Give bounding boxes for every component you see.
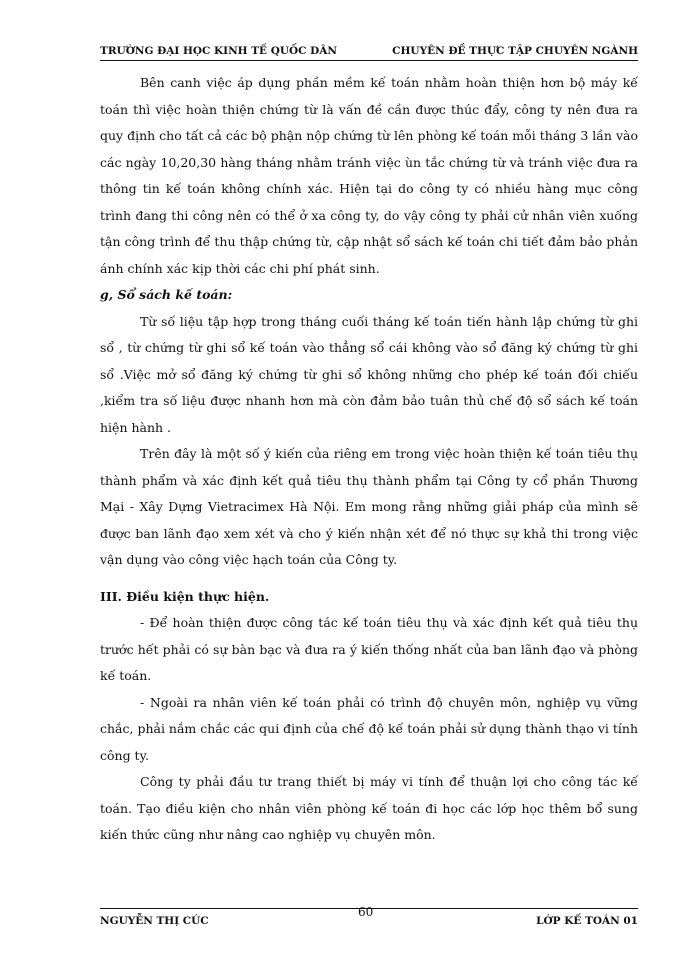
paragraph-conclusion: Trên đây là một số ý kiến của riêng em trong việc hoàn thiện kế toán tiêu thụ thành phẩm và xác định kết quả tiêu thụ thành phẩm tại Công ty cổ phần Thương Mại - Xây Dựng Vietracimex Hà Nội. Em mong rằng những giải pháp của mình sẽ được ban lãnh đạo xem xét và cho ý kiến nhận xét để nó thực sự khả thi trong việc vận dụng vào công việc hạch toán của Công ty. [100, 446, 638, 567]
page-header [100, 44, 638, 61]
paragraph-condition-3: Công ty phải đầu tư trang thiết bị máy vi tính để thuận lợi cho công tác kế toán. Tạo điều kiện cho nhân viên phòng kế toán đi học các lớp học thêm bổ sung kiến thức cũng như nâng cao nghiệp vụ chuyên môn. [100, 774, 638, 842]
paragraph-documents: Bên canh việc áp dụng phần mềm kế toán nhằm hoàn thiện hơn bộ máy kế toán thì việc hoàn thiện chứng từ là vấn đề cần được thúc đẩy, công ty nên đưa ra quy định cho tất cả các bộ phận nộp chứng từ lên phòng kế toán mỗi tháng 3 lần vào các ngày 10,20,30 hàng tháng nhằm tránh việc ùn tắc chứng từ và tránh việc đưa ra thông tin kế toán không chính xác. Hiện tại do công ty có nhiều hàng mục công trình đang thi công nên có thể ở xa công ty, do vậy công ty phải cử nhân viên xuống tận công trình để thu thập chứng từ, cập nhật sổ sách kế toán chi tiết đảm bảo phản ánh chính xác kịp thời các chi phí phát sinh. [100, 75, 638, 276]
footer-author: NGUYỄN THỊ CÚC [100, 915, 209, 927]
page-footer [100, 905, 638, 933]
section-heading-conditions: III. Điều kiện thực hiện. [100, 588, 270, 604]
section-heading-ledgers: g, Sổ sách kế toán: [100, 287, 233, 302]
paragraph-condition-2: - Ngoài ra nhân viên kế toán phải có trình độ chuyên môn, nghiệp vụ vững chắc, phải nắm chắc các qui định của chế độ kế toán phải sử dụng thành thạo vi tính công ty. [100, 694, 638, 763]
header-title: CHUYÊN ĐỀ THỰC TẬP CHUYÊN NGÀNH [392, 45, 638, 57]
page-number: 60 [358, 905, 374, 919]
header-school: TRƯỜNG ĐẠI HỌC KINH TẾ QUỐC DÂN [100, 45, 338, 57]
footer-class: LỚP KẾ TOÁN 01 [536, 915, 638, 927]
paragraph-ledgers: Từ số liệu tập hợp trong tháng cuối tháng kế toán tiến hành lập chứng từ ghi sổ , từ chứng từ ghi sổ kế toán vào thẳng sổ cái không vào sổ đăng ký chứng từ ghi sổ .Việc mở sổ đăng ký chứng từ ghi sổ không những cho phép kế toán đối chiếu ,kiểm tra số liệu được nhanh hơn mà còn đảm bảo tuân thủ chế độ sổ sách kế toán hiện hành . [100, 313, 638, 435]
paragraph-condition-1: - Để hoàn thiện được công tác kế toán tiêu thụ và xác định kết quả tiêu thụ trước hết phải có sự bàn bạc và đưa ra ý kiến thống nhất của ban lãnh đạo và phòng kế toán. [100, 615, 638, 683]
page-body [100, 70, 638, 849]
